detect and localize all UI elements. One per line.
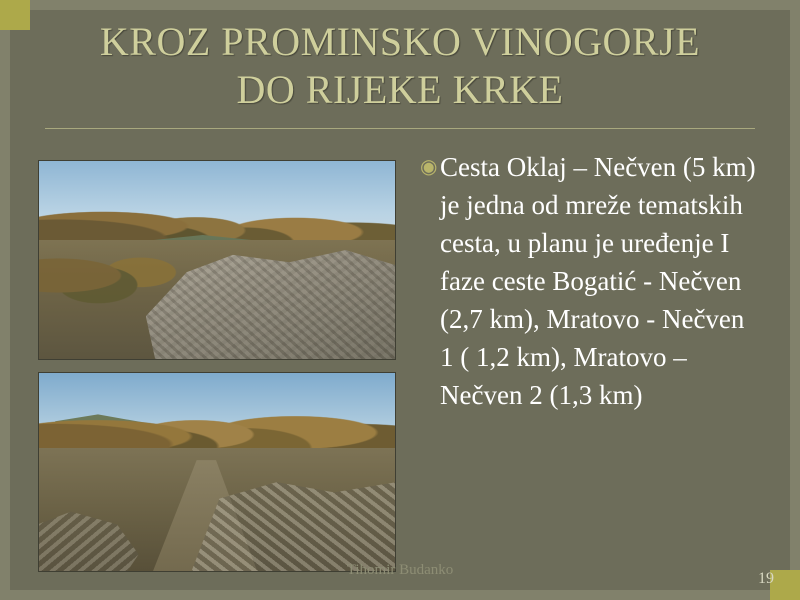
bullet-item	[418, 148, 763, 414]
slide-title-line-2: DO RIJEKE KRKE	[236, 67, 564, 112]
bullet-text: Cesta Oklaj – Nečven (5 km) je jedna od mreže tematskih cesta, u planu je uređenje I faze ceste Bogatić - Nečven (2,7 km), Mratovo - Nečven 1 ( 1,2 km), Mratovo – Nečven 2 (1,3 km)	[440, 152, 756, 410]
photo-rocky-ridge	[38, 160, 396, 360]
corner-accent-top-left	[0, 0, 30, 30]
title-divider	[45, 128, 755, 129]
photo-stone-path	[38, 372, 396, 572]
bullet-marker-icon: ◉	[420, 156, 438, 178]
footer-author: Tihomir Budanko	[346, 562, 454, 578]
page-number: 19	[758, 570, 774, 587]
photo-group	[38, 160, 396, 584]
slide-title	[45, 18, 755, 114]
slide-body	[418, 148, 763, 414]
slide-title-line-1: KROZ PROMINSKO VINOGORJE	[99, 19, 701, 64]
